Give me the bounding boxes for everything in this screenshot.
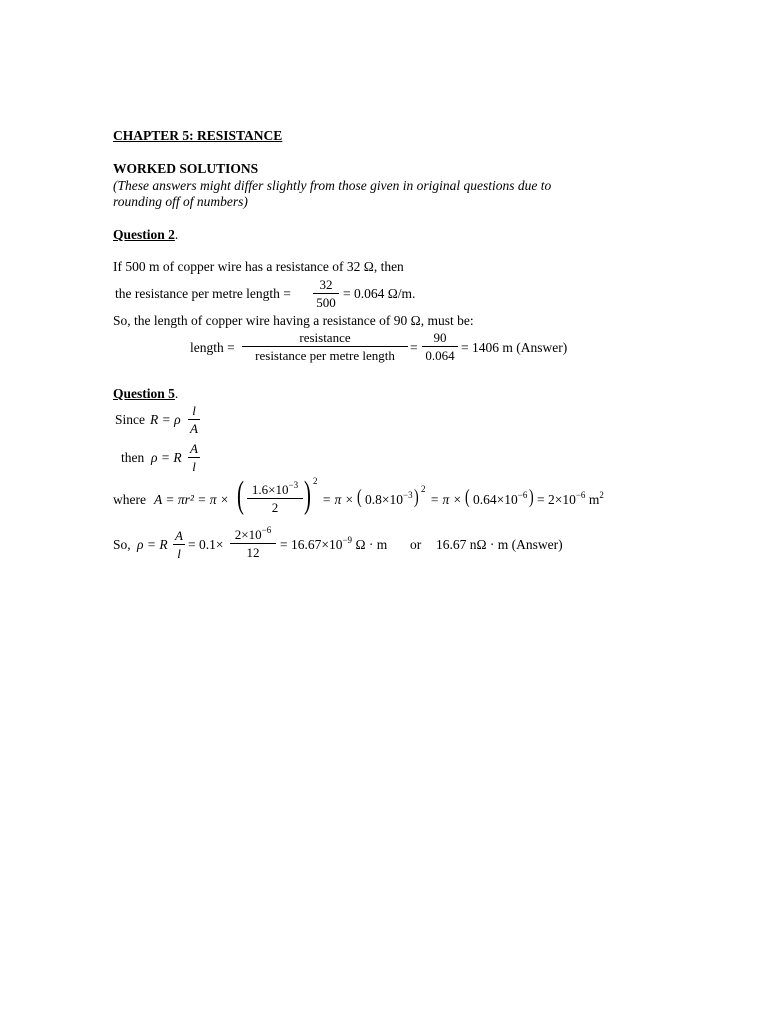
fraction-resistance-per-length (242, 330, 408, 363)
question-5-heading (113, 386, 178, 402)
fraction-bar (247, 498, 303, 499)
fraction-numerator: 90 (433, 330, 447, 345)
left-paren-2: ( (465, 486, 470, 508)
fraction-bar (188, 457, 200, 458)
note-line-1: (These answers might differ slightly from those given in original questions due to (113, 178, 552, 193)
q2-line-3: So, the length of copper wire having a resistance of 90 Ω, must be: (113, 313, 474, 328)
where-label: where (113, 492, 146, 507)
fraction-denominator: 500 (316, 295, 336, 310)
fraction-diameter-over-2 (247, 482, 303, 515)
multiplier: = 0.1× (188, 537, 224, 552)
fraction-numerator: A (190, 441, 198, 456)
question-2-punct: . (174, 227, 179, 242)
left-paren: ( (357, 486, 362, 508)
resistivity-result: = $16.67\times 10^{-9}$ Ω · m (280, 535, 388, 552)
right-paren: ) (414, 486, 419, 508)
fraction-denominator: 2 (271, 500, 279, 515)
rho-equals-r-2: ρ = R (137, 537, 168, 552)
q2-answer: = 1406 m (Answer) (461, 340, 568, 355)
q2-line-2-prefix: the resistance per metre length = (115, 286, 291, 301)
worked-solutions-heading: WORKED SOLUTIONS (113, 161, 259, 176)
fraction-bar (230, 543, 276, 544)
fraction-numerator: l (192, 403, 196, 418)
since-label: Since (115, 412, 145, 427)
note-line-2: rounding off of numbers) (113, 194, 248, 209)
r-equals-rho: R = ρ (150, 412, 181, 427)
fraction-denominator: 12 (246, 545, 260, 560)
fraction-bar (188, 419, 200, 420)
so-label: So, (113, 537, 131, 552)
fraction-a-over-l (188, 441, 200, 474)
fraction-numerator: $1.6\times 10^{-3}$ (251, 480, 299, 497)
fraction-denominator: l (192, 459, 196, 474)
area-expression-2: = π × (322, 492, 354, 507)
chapter-title: CHAPTER 5: RESISTANCE (113, 128, 283, 143)
area-expression-3: = π × (430, 492, 462, 507)
fraction-bar (242, 346, 408, 347)
rho-equals-r: ρ = R (151, 450, 182, 465)
fraction-denominator: resistance per metre length (255, 348, 395, 363)
fraction-a-over-l-2 (173, 528, 185, 561)
fraction-numerator: A (175, 528, 183, 543)
fraction-denominator: l (177, 546, 181, 561)
area-value-1: $0.8\times 10^{-3}$ (365, 490, 413, 507)
fraction-32-over-500 (313, 277, 339, 310)
square-exponent: 2 (313, 476, 318, 486)
fraction-bar (422, 346, 458, 347)
question-2-label: Question 2 (113, 227, 175, 242)
q2-line-2-suffix: = 0.064 Ω/m. (343, 286, 416, 301)
area-result: = $2\times 10^{-6}$ $m^2$ (537, 490, 604, 507)
or-label: or (410, 537, 422, 552)
fraction-numerator: 32 (319, 277, 333, 292)
fraction-area-over-length (230, 527, 276, 560)
fraction-denominator: A (190, 421, 198, 436)
q2-line-1: If 500 m of copper wire has a resistance of 32 Ω, then (113, 259, 404, 274)
square-exponent-2: 2 (421, 484, 426, 494)
fraction-denominator: 0.064 (425, 348, 455, 363)
length-label: length = (190, 340, 235, 355)
fraction-90-over-0064 (422, 330, 458, 363)
question-5-punct: . (174, 386, 179, 401)
left-paren-large: ( (237, 474, 244, 516)
fraction-numerator: $2\times 10^{-6}$ (234, 525, 272, 542)
fraction-bar (173, 544, 185, 545)
q5-final-answer: 16.67 nΩ · m (Answer) (436, 537, 563, 552)
fraction-numerator: resistance (299, 330, 351, 345)
question-5-label: Question 5 (113, 386, 175, 401)
right-paren-2: ) (529, 486, 534, 508)
then-label: then (121, 450, 145, 465)
right-paren-large: ) (304, 474, 311, 516)
equals-sign: = (410, 340, 418, 355)
question-2-heading (113, 227, 178, 243)
area-value-2: $0.64\times 10^{-6}$ (473, 490, 528, 507)
fraction-bar (313, 293, 339, 294)
area-expression-1: A = πr² = π × (154, 492, 230, 507)
fraction-l-over-a (188, 403, 200, 436)
